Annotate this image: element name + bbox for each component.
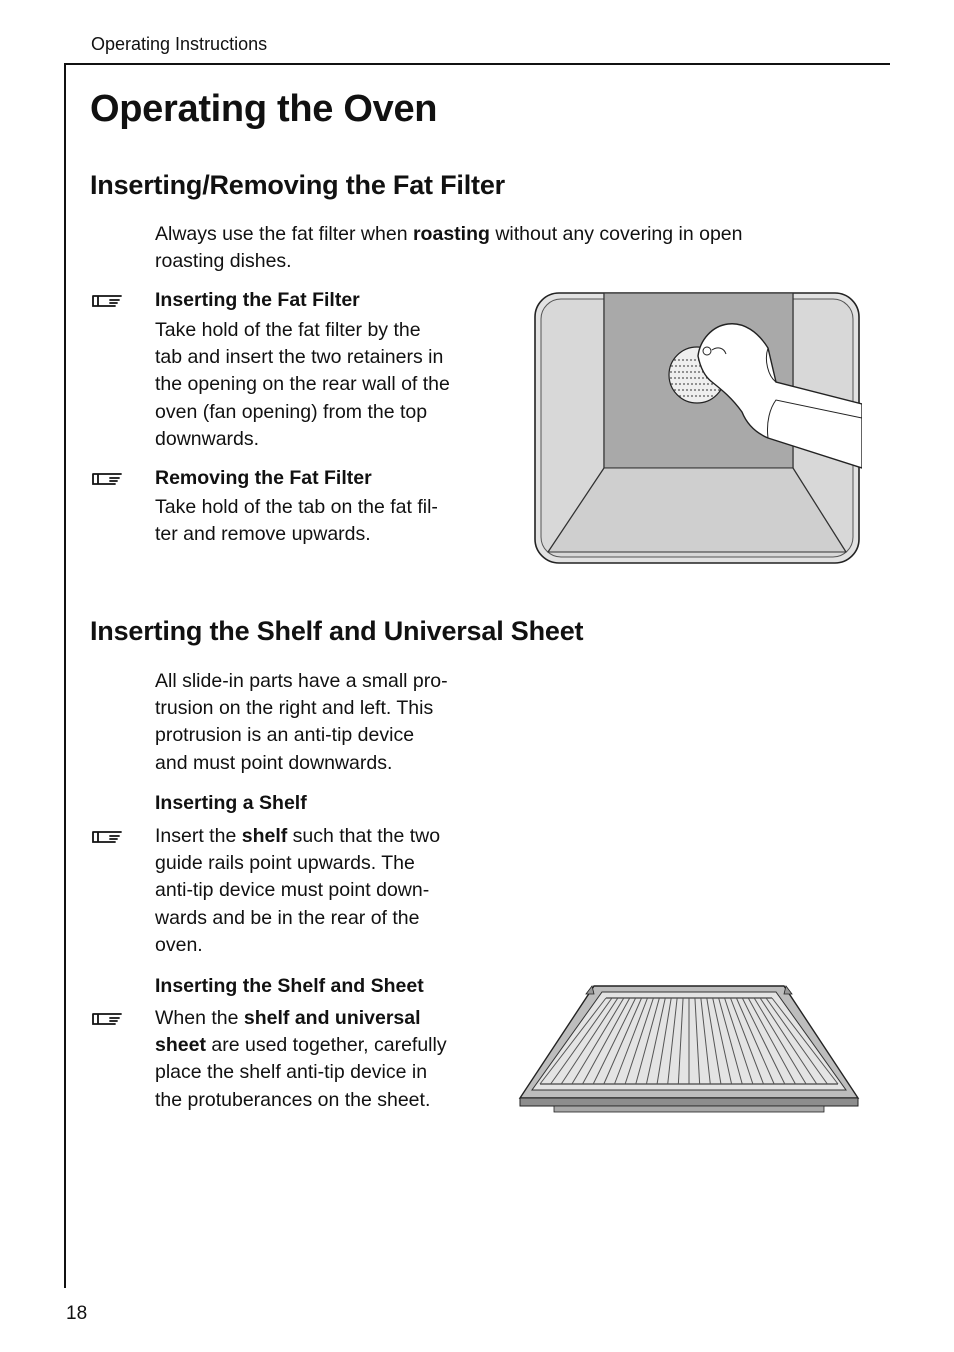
pointing-hand-icon <box>90 1008 124 1028</box>
inserting-fat-filter-text: Take hold of the fat filter by the tab and insert the two retainers in the opening on the rear wall of the oven (fan opening) from the top downwards. <box>155 319 450 450</box>
pointing-hand-icon <box>90 826 124 846</box>
removing-fat-filter-text: Take hold of the tab on the fat fil- ter and remove upwards. <box>155 496 438 546</box>
inserting-shelf-sheet-heading: Inserting the Shelf and Sheet <box>155 975 424 997</box>
left-rule <box>64 63 66 1288</box>
section-heading-fat-filter: Inserting/Removing the Fat Filter <box>90 170 505 200</box>
removing-fat-filter-heading: Removing the Fat Filter <box>155 467 372 489</box>
shelf-and-universal-sheet-illustration <box>516 980 862 1116</box>
pointing-hand-icon <box>90 290 124 310</box>
page-title: Operating the Oven <box>90 88 438 130</box>
inserting-shelf-sheet-text: When the shelf and universal sheet are used together, carefully place the shelf anti-tip device in the protuberances on the sheet. <box>155 1007 447 1111</box>
top-rule <box>64 63 890 65</box>
pointing-hand-icon <box>90 468 124 488</box>
inserting-shelf-heading: Inserting a Shelf <box>155 792 307 814</box>
oven-interior-fat-filter-illustration <box>532 290 862 566</box>
fat-filter-intro: Always use the fat filter when roasting without any covering in open roasting dishes. <box>155 223 743 273</box>
shelf-intro-text: All slide-in parts have a small pro- trusion on the right and left. This protrusion is an anti-tip device and must point downwards. <box>155 670 448 774</box>
running-header: Operating Instructions <box>91 34 268 54</box>
inserting-shelf-text: Insert the shelf such that the two guide rails point upwards. The anti-tip device must point down- wards and be in the rear of the oven. <box>155 825 441 956</box>
inserting-fat-filter-heading: Inserting the Fat Filter <box>155 289 360 311</box>
section-heading-shelf-sheet: Inserting the Shelf and Universal Sheet <box>90 616 584 646</box>
page-number: 18 <box>66 1303 88 1324</box>
